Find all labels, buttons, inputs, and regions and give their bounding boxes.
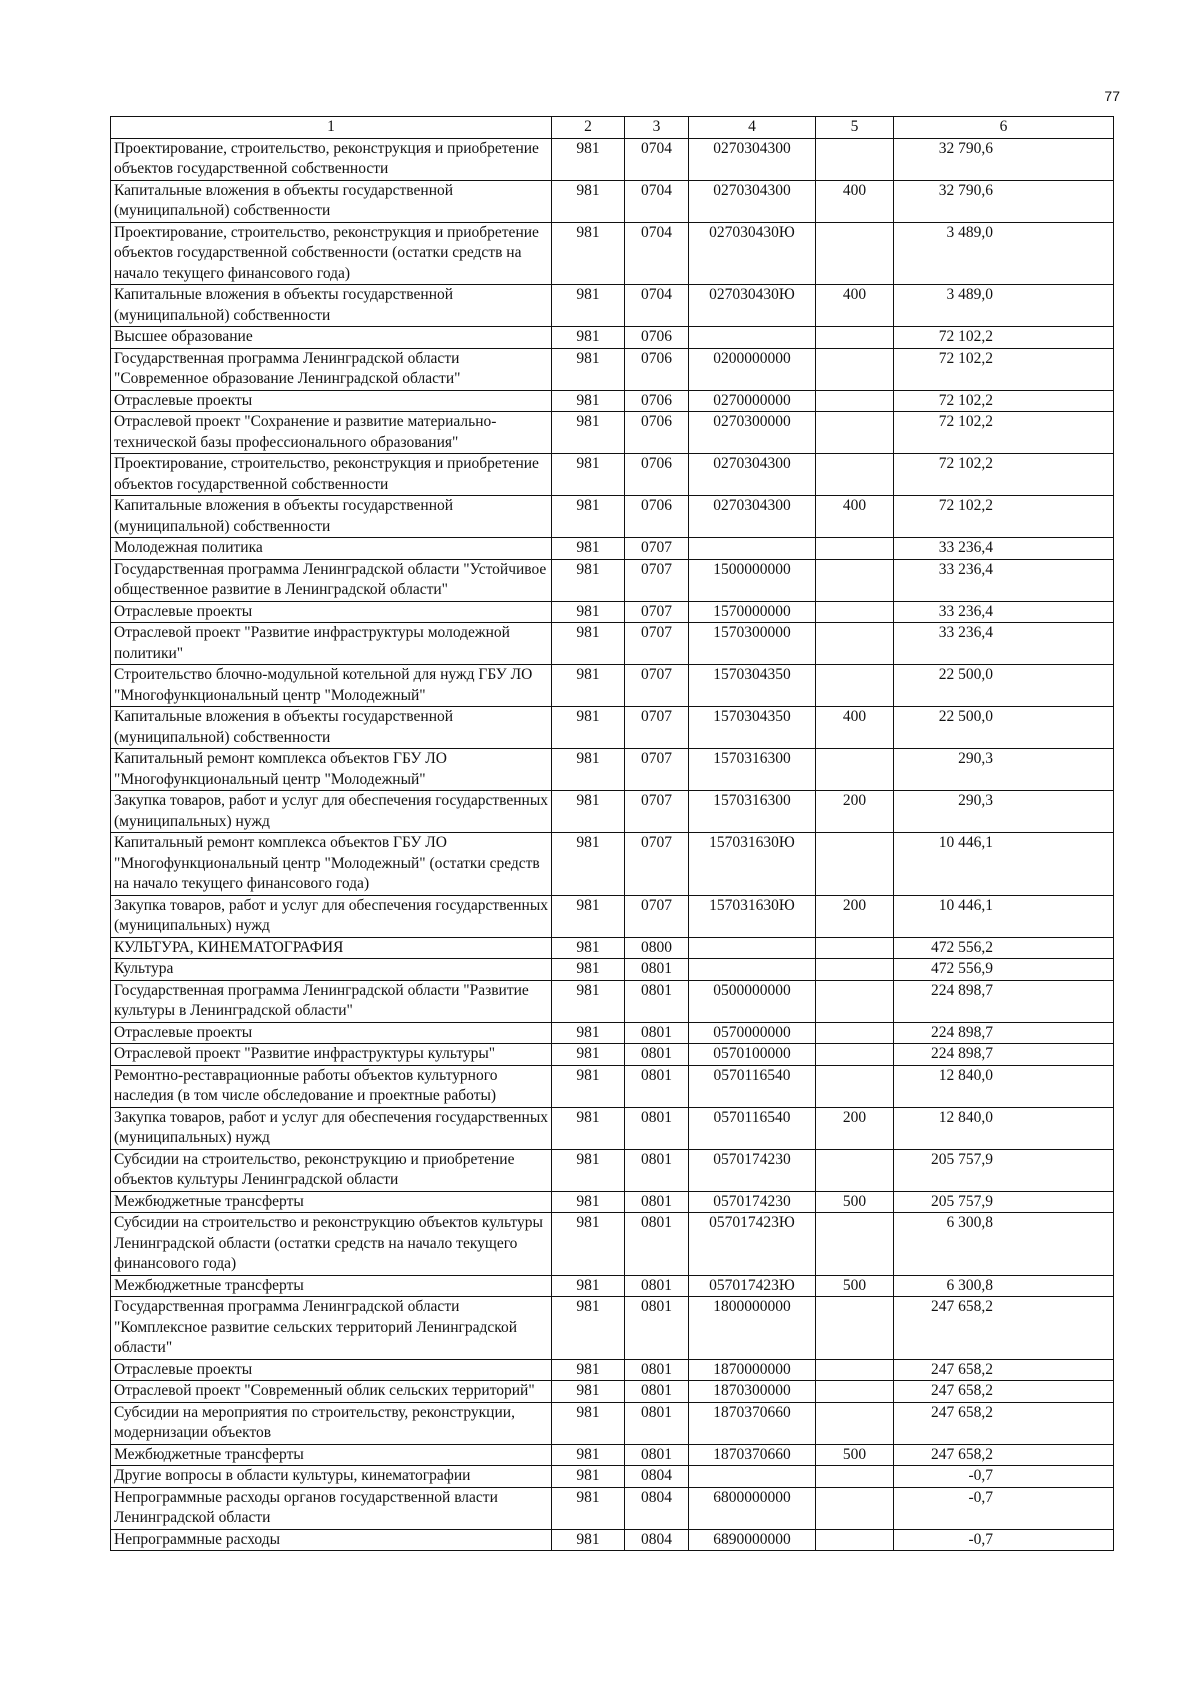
row-name-cell: Отраслевой проект "Сохранение и развитие материально-технической базы профессионального образования" — [111, 412, 552, 454]
row-name-cell: Отраслевой проект "Развитие инфраструктуры молодежной политики" — [111, 623, 552, 665]
row-name-cell: Отраслевые проекты — [111, 1359, 552, 1381]
row-target-cell: 6800000000 — [689, 1487, 816, 1529]
row-name-cell: Государственная программа Ленинградской области "Современное образование Ленинградской области" — [111, 348, 552, 390]
row-vr-cell — [816, 1487, 894, 1529]
table-row — [111, 285, 1114, 327]
row-name-cell: Капитальный ремонт комплекса объектов ГБУ ЛО "Многофункциональный центр "Молодежный" (остатки средств на начало текущего финансового года) — [111, 833, 552, 896]
table-row — [111, 937, 1114, 959]
row-vr-cell — [816, 327, 894, 349]
row-grbs-cell: 981 — [552, 1213, 625, 1276]
row-grbs-cell: 981 — [552, 1149, 625, 1191]
row-name-cell: Отраслевой проект "Современный облик сельских территорий" — [111, 1381, 552, 1403]
row-section-cell: 0804 — [625, 1466, 689, 1488]
row-target-cell: 027030430Ю — [689, 285, 816, 327]
row-vr-cell — [816, 937, 894, 959]
row-vr-cell: 400 — [816, 496, 894, 538]
row-vr-cell — [816, 538, 894, 560]
row-name-cell: Государственная программа Ленинградской области "Комплексное развитие сельских территорий Ленинградской области" — [111, 1297, 552, 1360]
row-grbs-cell: 981 — [552, 222, 625, 285]
row-name-cell: Субсидии на мероприятия по строительству, реконструкции, модернизации объектов — [111, 1402, 552, 1444]
row-grbs-cell: 981 — [552, 559, 625, 601]
row-grbs-cell: 981 — [552, 1044, 625, 1066]
row-grbs-cell: 981 — [552, 791, 625, 833]
row-section-cell: 0801 — [625, 1444, 689, 1466]
table-row — [111, 1065, 1114, 1107]
row-vr-cell: 400 — [816, 707, 894, 749]
row-name-cell: Межбюджетные трансферты — [111, 1191, 552, 1213]
table-row — [111, 1107, 1114, 1149]
row-target-cell: 0570100000 — [689, 1044, 816, 1066]
row-section-cell: 0707 — [625, 833, 689, 896]
row-name-cell: Государственная программа Ленинградской области "Развитие культуры в Ленинградской области" — [111, 980, 552, 1022]
row-section-cell: 0706 — [625, 496, 689, 538]
row-grbs-cell: 981 — [552, 980, 625, 1022]
row-section-cell: 0707 — [625, 538, 689, 560]
row-grbs-cell: 981 — [552, 1275, 625, 1297]
row-amount-cell: 72 102,2 — [894, 454, 1114, 496]
header-row — [111, 117, 1114, 139]
row-vr-cell — [816, 1297, 894, 1360]
table-row — [111, 749, 1114, 791]
table-row — [111, 895, 1114, 937]
row-amount-cell: 33 236,4 — [894, 623, 1114, 665]
row-section-cell: 0707 — [625, 895, 689, 937]
row-section-cell: 0801 — [625, 1191, 689, 1213]
row-amount-cell: 3 489,0 — [894, 222, 1114, 285]
row-section-cell: 0707 — [625, 623, 689, 665]
row-amount-cell: 32 790,6 — [894, 180, 1114, 222]
row-target-cell: 0570116540 — [689, 1065, 816, 1107]
row-vr-cell — [816, 665, 894, 707]
row-target-cell: 0270300000 — [689, 412, 816, 454]
row-grbs-cell: 981 — [552, 895, 625, 937]
column-header-2: 2 — [552, 117, 625, 139]
row-vr-cell — [816, 1529, 894, 1551]
row-target-cell: 027030430Ю — [689, 222, 816, 285]
row-vr-cell — [816, 390, 894, 412]
row-section-cell: 0801 — [625, 1381, 689, 1403]
table-row — [111, 665, 1114, 707]
table-row — [111, 959, 1114, 981]
row-grbs-cell: 981 — [552, 327, 625, 349]
row-name-cell: Капитальные вложения в объекты государственной (муниципальной) собственности — [111, 180, 552, 222]
row-target-cell: 1570304350 — [689, 665, 816, 707]
row-name-cell: Капитальные вложения в объекты государственной (муниципальной) собственности — [111, 496, 552, 538]
table-row — [111, 496, 1114, 538]
row-amount-cell: 72 102,2 — [894, 496, 1114, 538]
row-section-cell: 0801 — [625, 1297, 689, 1360]
row-section-cell: 0801 — [625, 959, 689, 981]
row-vr-cell — [816, 623, 894, 665]
row-amount-cell: 10 446,1 — [894, 895, 1114, 937]
row-target-cell: 1870300000 — [689, 1381, 816, 1403]
row-section-cell: 0704 — [625, 138, 689, 180]
row-section-cell: 0801 — [625, 1402, 689, 1444]
row-vr-cell — [816, 412, 894, 454]
row-target-cell: 1570000000 — [689, 601, 816, 623]
row-target-cell: 1570300000 — [689, 623, 816, 665]
row-grbs-cell: 981 — [552, 390, 625, 412]
row-grbs-cell: 981 — [552, 348, 625, 390]
row-name-cell: Молодежная политика — [111, 538, 552, 560]
table-row — [111, 538, 1114, 560]
row-name-cell: Субсидии на строительство и реконструкцию объектов культуры Ленинградской области (остатки средств на начало текущего финансового года) — [111, 1213, 552, 1276]
row-name-cell: Другие вопросы в области культуры, кинематографии — [111, 1466, 552, 1488]
row-amount-cell: 290,3 — [894, 791, 1114, 833]
row-target-cell: 057017423Ю — [689, 1275, 816, 1297]
row-section-cell: 0706 — [625, 390, 689, 412]
page-number: 77 — [1104, 88, 1120, 104]
row-target-cell: 0500000000 — [689, 980, 816, 1022]
row-amount-cell: 10 446,1 — [894, 833, 1114, 896]
row-vr-cell: 200 — [816, 895, 894, 937]
row-amount-cell: 33 236,4 — [894, 601, 1114, 623]
table-row — [111, 1466, 1114, 1488]
row-grbs-cell: 981 — [552, 1065, 625, 1107]
row-grbs-cell: 981 — [552, 1191, 625, 1213]
row-amount-cell: -0,7 — [894, 1529, 1114, 1551]
row-grbs-cell: 981 — [552, 937, 625, 959]
table-row — [111, 1444, 1114, 1466]
column-header-1: 1 — [111, 117, 552, 139]
row-vr-cell — [816, 1381, 894, 1403]
row-amount-cell: 12 840,0 — [894, 1107, 1114, 1149]
table-row — [111, 559, 1114, 601]
row-name-cell: Межбюджетные трансферты — [111, 1444, 552, 1466]
row-name-cell: Капитальные вложения в объекты государственной (муниципальной) собственности — [111, 707, 552, 749]
row-amount-cell: 33 236,4 — [894, 559, 1114, 601]
row-name-cell: КУЛЬТУРА, КИНЕМАТОГРАФИЯ — [111, 937, 552, 959]
row-vr-cell: 500 — [816, 1275, 894, 1297]
row-amount-cell: 12 840,0 — [894, 1065, 1114, 1107]
row-target-cell: 1570316300 — [689, 749, 816, 791]
row-section-cell: 0707 — [625, 601, 689, 623]
row-section-cell: 0801 — [625, 1107, 689, 1149]
row-target-cell: 0200000000 — [689, 348, 816, 390]
row-amount-cell: 3 489,0 — [894, 285, 1114, 327]
row-section-cell: 0800 — [625, 937, 689, 959]
row-vr-cell: 400 — [816, 285, 894, 327]
table-row — [111, 180, 1114, 222]
row-vr-cell — [816, 1044, 894, 1066]
row-grbs-cell: 981 — [552, 623, 625, 665]
row-amount-cell: 247 658,2 — [894, 1444, 1114, 1466]
row-vr-cell — [816, 1466, 894, 1488]
table-row — [111, 623, 1114, 665]
row-amount-cell: 205 757,9 — [894, 1191, 1114, 1213]
row-section-cell: 0707 — [625, 559, 689, 601]
row-amount-cell: 290,3 — [894, 749, 1114, 791]
table-row — [111, 454, 1114, 496]
row-amount-cell: 22 500,0 — [894, 665, 1114, 707]
row-section-cell: 0801 — [625, 1275, 689, 1297]
row-section-cell: 0704 — [625, 285, 689, 327]
row-amount-cell: 33 236,4 — [894, 538, 1114, 560]
table-row — [111, 1022, 1114, 1044]
row-vr-cell — [816, 559, 894, 601]
row-section-cell: 0706 — [625, 348, 689, 390]
row-name-cell: Проектирование, строительство, реконструкция и приобретение объектов государственной собственности — [111, 454, 552, 496]
table-row — [111, 833, 1114, 896]
row-section-cell: 0707 — [625, 707, 689, 749]
row-vr-cell — [816, 348, 894, 390]
row-vr-cell — [816, 1065, 894, 1107]
row-target-cell — [689, 937, 816, 959]
row-target-cell: 0270304300 — [689, 138, 816, 180]
row-amount-cell: 472 556,9 — [894, 959, 1114, 981]
row-grbs-cell: 981 — [552, 959, 625, 981]
row-grbs-cell: 981 — [552, 454, 625, 496]
row-name-cell: Отраслевые проекты — [111, 1022, 552, 1044]
column-header-3: 3 — [625, 117, 689, 139]
row-grbs-cell: 981 — [552, 1022, 625, 1044]
row-section-cell: 0801 — [625, 980, 689, 1022]
row-grbs-cell: 981 — [552, 285, 625, 327]
row-amount-cell: 247 658,2 — [894, 1297, 1114, 1360]
row-grbs-cell: 981 — [552, 1297, 625, 1360]
row-name-cell: Культура — [111, 959, 552, 981]
column-header-5: 5 — [816, 117, 894, 139]
table-row — [111, 327, 1114, 349]
table-row — [111, 1529, 1114, 1551]
row-target-cell: 1870000000 — [689, 1359, 816, 1381]
row-name-cell: Высшее образование — [111, 327, 552, 349]
table-row — [111, 390, 1114, 412]
table-row — [111, 222, 1114, 285]
row-name-cell: Субсидии на строительство, реконструкцию и приобретение объектов культуры Ленинградской области — [111, 1149, 552, 1191]
row-target-cell: 057017423Ю — [689, 1213, 816, 1276]
row-name-cell: Проектирование, строительство, реконструкция и приобретение объектов государственной собственности (остатки средств на начало текущего финансового года) — [111, 222, 552, 285]
row-amount-cell: 224 898,7 — [894, 1022, 1114, 1044]
row-vr-cell: 200 — [816, 1107, 894, 1149]
table-row — [111, 1044, 1114, 1066]
row-grbs-cell: 981 — [552, 496, 625, 538]
row-target-cell — [689, 959, 816, 981]
row-grbs-cell: 981 — [552, 1107, 625, 1149]
table-row — [111, 1213, 1114, 1276]
row-grbs-cell: 981 — [552, 1402, 625, 1444]
row-target-cell: 0570000000 — [689, 1022, 816, 1044]
row-name-cell: Капитальные вложения в объекты государственной (муниципальной) собственности — [111, 285, 552, 327]
row-name-cell: Строительство блочно-модульной котельной для нужд ГБУ ЛО "Многофункциональный центр "Молодежный" — [111, 665, 552, 707]
row-vr-cell — [816, 959, 894, 981]
row-vr-cell — [816, 833, 894, 896]
row-vr-cell — [816, 1022, 894, 1044]
row-target-cell — [689, 327, 816, 349]
row-grbs-cell: 981 — [552, 138, 625, 180]
row-name-cell: Государственная программа Ленинградской области "Устойчивое общественное развитие в Ленинградской области" — [111, 559, 552, 601]
row-amount-cell: 6 300,8 — [894, 1275, 1114, 1297]
row-vr-cell — [816, 1213, 894, 1276]
row-amount-cell: 224 898,7 — [894, 980, 1114, 1022]
row-target-cell: 0270304300 — [689, 496, 816, 538]
row-target-cell: 157031630Ю — [689, 833, 816, 896]
row-grbs-cell: 981 — [552, 412, 625, 454]
row-vr-cell: 400 — [816, 180, 894, 222]
row-name-cell: Закупка товаров, работ и услуг для обеспечения государственных (муниципальных) нужд — [111, 791, 552, 833]
row-amount-cell: -0,7 — [894, 1466, 1114, 1488]
row-vr-cell — [816, 454, 894, 496]
row-target-cell: 1570304350 — [689, 707, 816, 749]
row-section-cell: 0706 — [625, 454, 689, 496]
row-target-cell: 1570316300 — [689, 791, 816, 833]
row-grbs-cell: 981 — [552, 833, 625, 896]
row-section-cell: 0801 — [625, 1065, 689, 1107]
table-row — [111, 1149, 1114, 1191]
budget-table — [110, 116, 1114, 1551]
row-target-cell: 1500000000 — [689, 559, 816, 601]
row-grbs-cell: 981 — [552, 180, 625, 222]
row-grbs-cell: 981 — [552, 1381, 625, 1403]
row-target-cell: 0270304300 — [689, 454, 816, 496]
row-amount-cell: 247 658,2 — [894, 1402, 1114, 1444]
row-section-cell: 0707 — [625, 665, 689, 707]
row-amount-cell: 72 102,2 — [894, 390, 1114, 412]
row-vr-cell — [816, 222, 894, 285]
row-name-cell: Закупка товаров, работ и услуг для обеспечения государственных (муниципальных) нужд — [111, 1107, 552, 1149]
row-name-cell: Отраслевой проект "Развитие инфраструктуры культуры" — [111, 1044, 552, 1066]
row-vr-cell: 200 — [816, 791, 894, 833]
row-grbs-cell: 981 — [552, 538, 625, 560]
table-row — [111, 707, 1114, 749]
table-row — [111, 348, 1114, 390]
row-target-cell: 0270304300 — [689, 180, 816, 222]
row-amount-cell: 32 790,6 — [894, 138, 1114, 180]
row-name-cell: Отраслевые проекты — [111, 390, 552, 412]
row-target-cell: 6890000000 — [689, 1529, 816, 1551]
row-grbs-cell: 981 — [552, 1359, 625, 1381]
row-name-cell: Межбюджетные трансферты — [111, 1275, 552, 1297]
row-vr-cell — [816, 749, 894, 791]
table-row — [111, 412, 1114, 454]
row-target-cell: 1800000000 — [689, 1297, 816, 1360]
row-grbs-cell: 981 — [552, 1487, 625, 1529]
row-vr-cell: 500 — [816, 1191, 894, 1213]
row-target-cell: 1870370660 — [689, 1444, 816, 1466]
table-row — [111, 1359, 1114, 1381]
row-target-cell — [689, 538, 816, 560]
row-amount-cell: 6 300,8 — [894, 1213, 1114, 1276]
table-row — [111, 791, 1114, 833]
row-name-cell: Непрограммные расходы — [111, 1529, 552, 1551]
row-target-cell: 0570116540 — [689, 1107, 816, 1149]
row-section-cell: 0804 — [625, 1487, 689, 1529]
row-target-cell: 0570174230 — [689, 1149, 816, 1191]
table-row — [111, 1297, 1114, 1360]
row-grbs-cell: 981 — [552, 665, 625, 707]
row-amount-cell: 247 658,2 — [894, 1381, 1114, 1403]
row-target-cell: 157031630Ю — [689, 895, 816, 937]
row-vr-cell — [816, 1149, 894, 1191]
row-section-cell: 0801 — [625, 1213, 689, 1276]
row-section-cell: 0804 — [625, 1529, 689, 1551]
row-section-cell: 0801 — [625, 1022, 689, 1044]
row-vr-cell — [816, 1402, 894, 1444]
table-header — [111, 117, 1114, 139]
row-amount-cell: 247 658,2 — [894, 1359, 1114, 1381]
row-amount-cell: -0,7 — [894, 1487, 1114, 1529]
row-amount-cell: 224 898,7 — [894, 1044, 1114, 1066]
row-section-cell: 0801 — [625, 1149, 689, 1191]
row-amount-cell: 22 500,0 — [894, 707, 1114, 749]
table-row — [111, 138, 1114, 180]
row-name-cell: Отраслевые проекты — [111, 601, 552, 623]
row-section-cell: 0704 — [625, 180, 689, 222]
row-grbs-cell: 981 — [552, 1529, 625, 1551]
table-row — [111, 1487, 1114, 1529]
row-vr-cell: 500 — [816, 1444, 894, 1466]
row-amount-cell: 72 102,2 — [894, 412, 1114, 454]
row-amount-cell: 472 556,2 — [894, 937, 1114, 959]
row-vr-cell — [816, 980, 894, 1022]
row-name-cell: Капитальный ремонт комплекса объектов ГБУ ЛО "Многофункциональный центр "Молодежный" — [111, 749, 552, 791]
row-amount-cell: 205 757,9 — [894, 1149, 1114, 1191]
row-grbs-cell: 981 — [552, 749, 625, 791]
row-section-cell: 0707 — [625, 749, 689, 791]
row-amount-cell: 72 102,2 — [894, 327, 1114, 349]
row-grbs-cell: 981 — [552, 707, 625, 749]
row-grbs-cell: 981 — [552, 1466, 625, 1488]
table-row — [111, 1191, 1114, 1213]
row-target-cell — [689, 1466, 816, 1488]
row-target-cell: 0270000000 — [689, 390, 816, 412]
row-section-cell: 0706 — [625, 327, 689, 349]
column-header-4: 4 — [689, 117, 816, 139]
row-vr-cell — [816, 601, 894, 623]
table-row — [111, 1275, 1114, 1297]
row-section-cell: 0704 — [625, 222, 689, 285]
row-grbs-cell: 981 — [552, 601, 625, 623]
row-section-cell: 0801 — [625, 1359, 689, 1381]
table-body — [111, 138, 1114, 1551]
table-row — [111, 1381, 1114, 1403]
row-target-cell: 0570174230 — [689, 1191, 816, 1213]
row-target-cell: 1870370660 — [689, 1402, 816, 1444]
table-row — [111, 980, 1114, 1022]
row-name-cell: Закупка товаров, работ и услуг для обеспечения государственных (муниципальных) нужд — [111, 895, 552, 937]
column-header-6: 6 — [894, 117, 1114, 139]
row-vr-cell — [816, 1359, 894, 1381]
row-name-cell: Ремонтно-реставрационные работы объектов культурного наследия (в том числе обследование и проектные работы) — [111, 1065, 552, 1107]
row-section-cell: 0801 — [625, 1044, 689, 1066]
row-section-cell: 0706 — [625, 412, 689, 454]
table-row — [111, 1402, 1114, 1444]
row-section-cell: 0707 — [625, 791, 689, 833]
row-name-cell: Проектирование, строительство, реконструкция и приобретение объектов государственной собственности — [111, 138, 552, 180]
row-grbs-cell: 981 — [552, 1444, 625, 1466]
row-amount-cell: 72 102,2 — [894, 348, 1114, 390]
table-row — [111, 601, 1114, 623]
row-name-cell: Непрограммные расходы органов государственной власти Ленинградской области — [111, 1487, 552, 1529]
row-vr-cell — [816, 138, 894, 180]
